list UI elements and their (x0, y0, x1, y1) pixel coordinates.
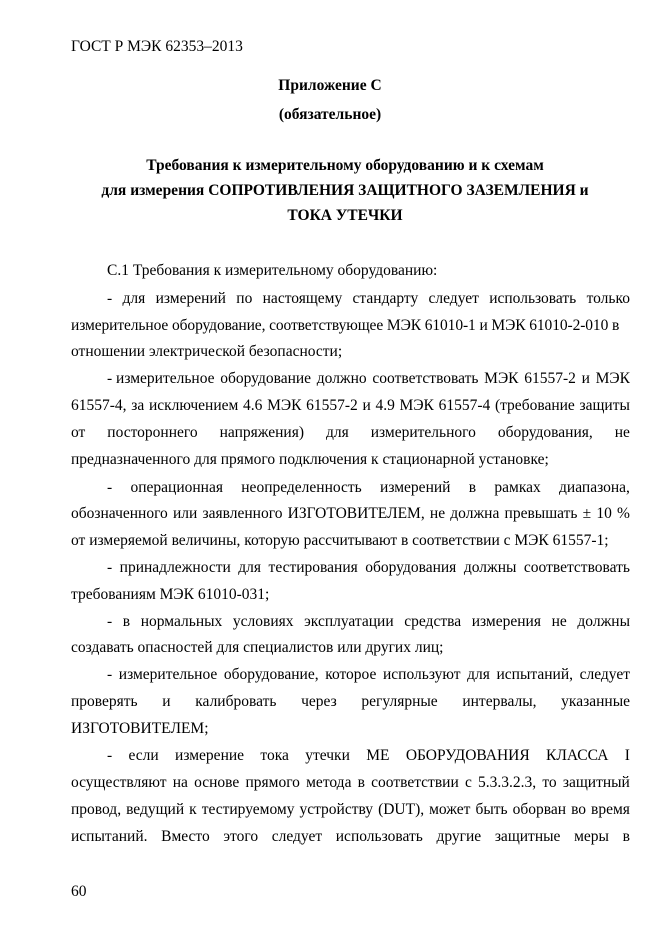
word: средства (404, 613, 462, 630)
word: - (107, 666, 113, 683)
word: проверять (71, 693, 138, 710)
word: испытаний, (496, 666, 573, 683)
word: должны (463, 559, 517, 576)
item1-line2: измерительное оборудование, соответствующее МЭК 61010-1 и МЭК 61010-2-010 в (71, 317, 620, 334)
item4-line2: требованиям МЭК 61010-031; (71, 586, 270, 603)
word: для (325, 424, 349, 441)
word: ведущий (126, 801, 185, 818)
word: измерительного (370, 424, 476, 441)
word: защитные (494, 828, 561, 845)
word: - (107, 290, 113, 307)
word: операционная (130, 479, 223, 496)
item1-line1 (107, 290, 630, 308)
word: меры (574, 828, 609, 845)
word: регулярные (361, 693, 438, 710)
word: основе (194, 774, 240, 791)
item4-line1 (107, 559, 630, 577)
word: испытаний. (71, 828, 148, 845)
word: другие (436, 828, 482, 845)
word: (требование (494, 397, 575, 414)
word: используют (383, 666, 461, 683)
word: 61557-2 (524, 370, 576, 387)
word: от (71, 424, 86, 441)
word: исключением (148, 397, 239, 414)
item7-line1 (107, 747, 630, 765)
word: и (362, 397, 371, 414)
word: 61557-4, (71, 397, 127, 414)
word: и (581, 370, 590, 387)
item3-line1 (107, 479, 630, 497)
word: для (238, 559, 262, 576)
word: оборудование, (223, 666, 319, 683)
word: через (301, 693, 337, 710)
appendix-title: Приложение С (278, 77, 382, 94)
word: соответствовать (523, 559, 630, 576)
word: оборудования (365, 559, 457, 576)
word: оборван (512, 801, 567, 818)
word: интервалы, (462, 693, 537, 710)
heading-line-3: ТОКА УТЕЧКИ (287, 207, 403, 224)
word: - (107, 559, 113, 576)
word: следует (579, 666, 630, 683)
item1-line3: отношении электрической безопасности; (71, 343, 343, 360)
word: МЕ (366, 747, 390, 764)
word: для (467, 666, 490, 683)
word: 4.9 (375, 397, 395, 414)
word: в (122, 613, 131, 630)
word: по (236, 290, 253, 307)
word: должна (450, 505, 500, 522)
word: защитный (562, 774, 630, 791)
word: обозначенного (71, 505, 168, 522)
page-number: 60 (71, 883, 87, 900)
word: 10 (596, 505, 612, 522)
word: не (429, 505, 446, 522)
word: прямого (245, 774, 300, 791)
item7-line4 (71, 828, 630, 846)
word: 61557-4 (438, 397, 491, 414)
word: во (571, 801, 587, 818)
word: ОБОРУДОВАНИЯ (405, 747, 530, 764)
word: - (107, 479, 113, 496)
word: нормальных (140, 613, 223, 630)
word: диапазона, (559, 479, 630, 496)
item6-line2 (71, 693, 630, 711)
word: должно (316, 370, 367, 387)
word: МЭК (484, 370, 519, 387)
section-heading: С.1 Требования к измерительному оборудованию: (107, 262, 438, 279)
document-header: ГОСТ Р МЭК 62353–2013 (71, 38, 243, 55)
word: следует (428, 290, 479, 307)
word: защиты (579, 397, 630, 414)
word: - измерительное (107, 370, 215, 387)
word: которое (325, 666, 377, 683)
word: провод, (71, 801, 122, 818)
word: измерительное (118, 666, 218, 683)
word: измерений (380, 479, 451, 496)
item6-line1 (107, 666, 630, 684)
word: этого (223, 828, 259, 845)
word: I (624, 747, 630, 764)
word: постороннего (107, 424, 198, 441)
item7-line3 (71, 801, 630, 819)
word: утечки (305, 747, 350, 764)
item2-line4: предназначенного для прямого подключения к стационарной установке; (71, 451, 549, 468)
word: указанные (561, 693, 630, 710)
word: % (617, 505, 630, 522)
item2-line3 (71, 424, 630, 442)
word: превышать (504, 505, 578, 522)
word: быть (475, 801, 508, 818)
word: или (173, 505, 198, 522)
word: только (586, 290, 630, 307)
word: эксплуатации (304, 613, 394, 630)
item2-line1 (107, 370, 630, 388)
word: в (357, 774, 365, 791)
word: - (107, 747, 113, 764)
word: 5.3.3.2.3, (478, 774, 537, 791)
word: ± (582, 505, 592, 522)
word: не (551, 613, 567, 630)
word: оборудование (220, 370, 312, 387)
word: измерение (175, 747, 245, 764)
word: - (107, 613, 113, 630)
word: то (542, 774, 557, 791)
item5-line2: создавать опасностей для специалистов или других лиц; (71, 639, 444, 656)
word: принадлежности (119, 559, 231, 576)
word: 61557-2 (306, 397, 358, 414)
heading-line-1: Требования к измерительному оборудованию и к схемам (146, 157, 544, 174)
item3-line2 (71, 505, 630, 523)
item7-line2 (71, 774, 630, 792)
word: 4.6 (243, 397, 263, 414)
appendix-status: (обязательное) (278, 106, 382, 123)
word: неопределенность (241, 479, 362, 496)
word: настоящему (262, 290, 343, 307)
word: соответствии (371, 774, 459, 791)
item5-line1 (107, 613, 630, 631)
word: в (468, 479, 477, 496)
word: не (614, 424, 630, 441)
word: измерений (155, 290, 226, 307)
word: условиях (232, 613, 294, 630)
word: МЭК (399, 397, 434, 414)
word: с (464, 774, 472, 791)
word: измерения (471, 613, 541, 630)
word: калибровать (195, 693, 277, 710)
word: (DUT), (378, 801, 425, 818)
word: следует (271, 828, 323, 845)
item2-line2 (71, 397, 630, 415)
heading-line-2: для измерения СОПРОТИВЛЕНИЯ ЗАЩИТНОГО ЗАЗЕМЛЕНИЯ и (101, 182, 589, 199)
item6-line3: ИЗГОТОВИТЕЛЕМ; (71, 720, 209, 737)
word: заявленного (202, 505, 283, 522)
word: метода (306, 774, 352, 791)
word: напряжения) (219, 424, 305, 441)
word: и (162, 693, 171, 710)
word: тестирования (268, 559, 358, 576)
word: МЭК (267, 397, 302, 414)
word: соответствовать (372, 370, 479, 387)
word: стандарту (352, 290, 419, 307)
word: МЭК (595, 370, 630, 387)
word: Вместо (161, 828, 210, 845)
word: рамках (494, 479, 541, 496)
word: осуществляют (71, 774, 167, 791)
word: может (429, 801, 471, 818)
word: оборудования, (497, 424, 593, 441)
word: КЛАССА (546, 747, 609, 764)
word: тестируемому (201, 801, 295, 818)
word: устройству (299, 801, 374, 818)
word: использовать (489, 290, 577, 307)
word: в (622, 828, 630, 845)
word: к (189, 801, 197, 818)
word: за (131, 397, 145, 414)
word: тока (260, 747, 289, 764)
word: время (591, 801, 630, 818)
word: использовать (335, 828, 423, 845)
word: должны (577, 613, 630, 630)
word: ИЗГОТОВИТЕЛЕМ, (287, 505, 425, 522)
item3-line3: от измеряемой величины, которую рассчитывают в соответствии с МЭК 61557-1; (71, 532, 609, 549)
word: на (172, 774, 188, 791)
word: для (122, 290, 146, 307)
word: если (128, 747, 159, 764)
